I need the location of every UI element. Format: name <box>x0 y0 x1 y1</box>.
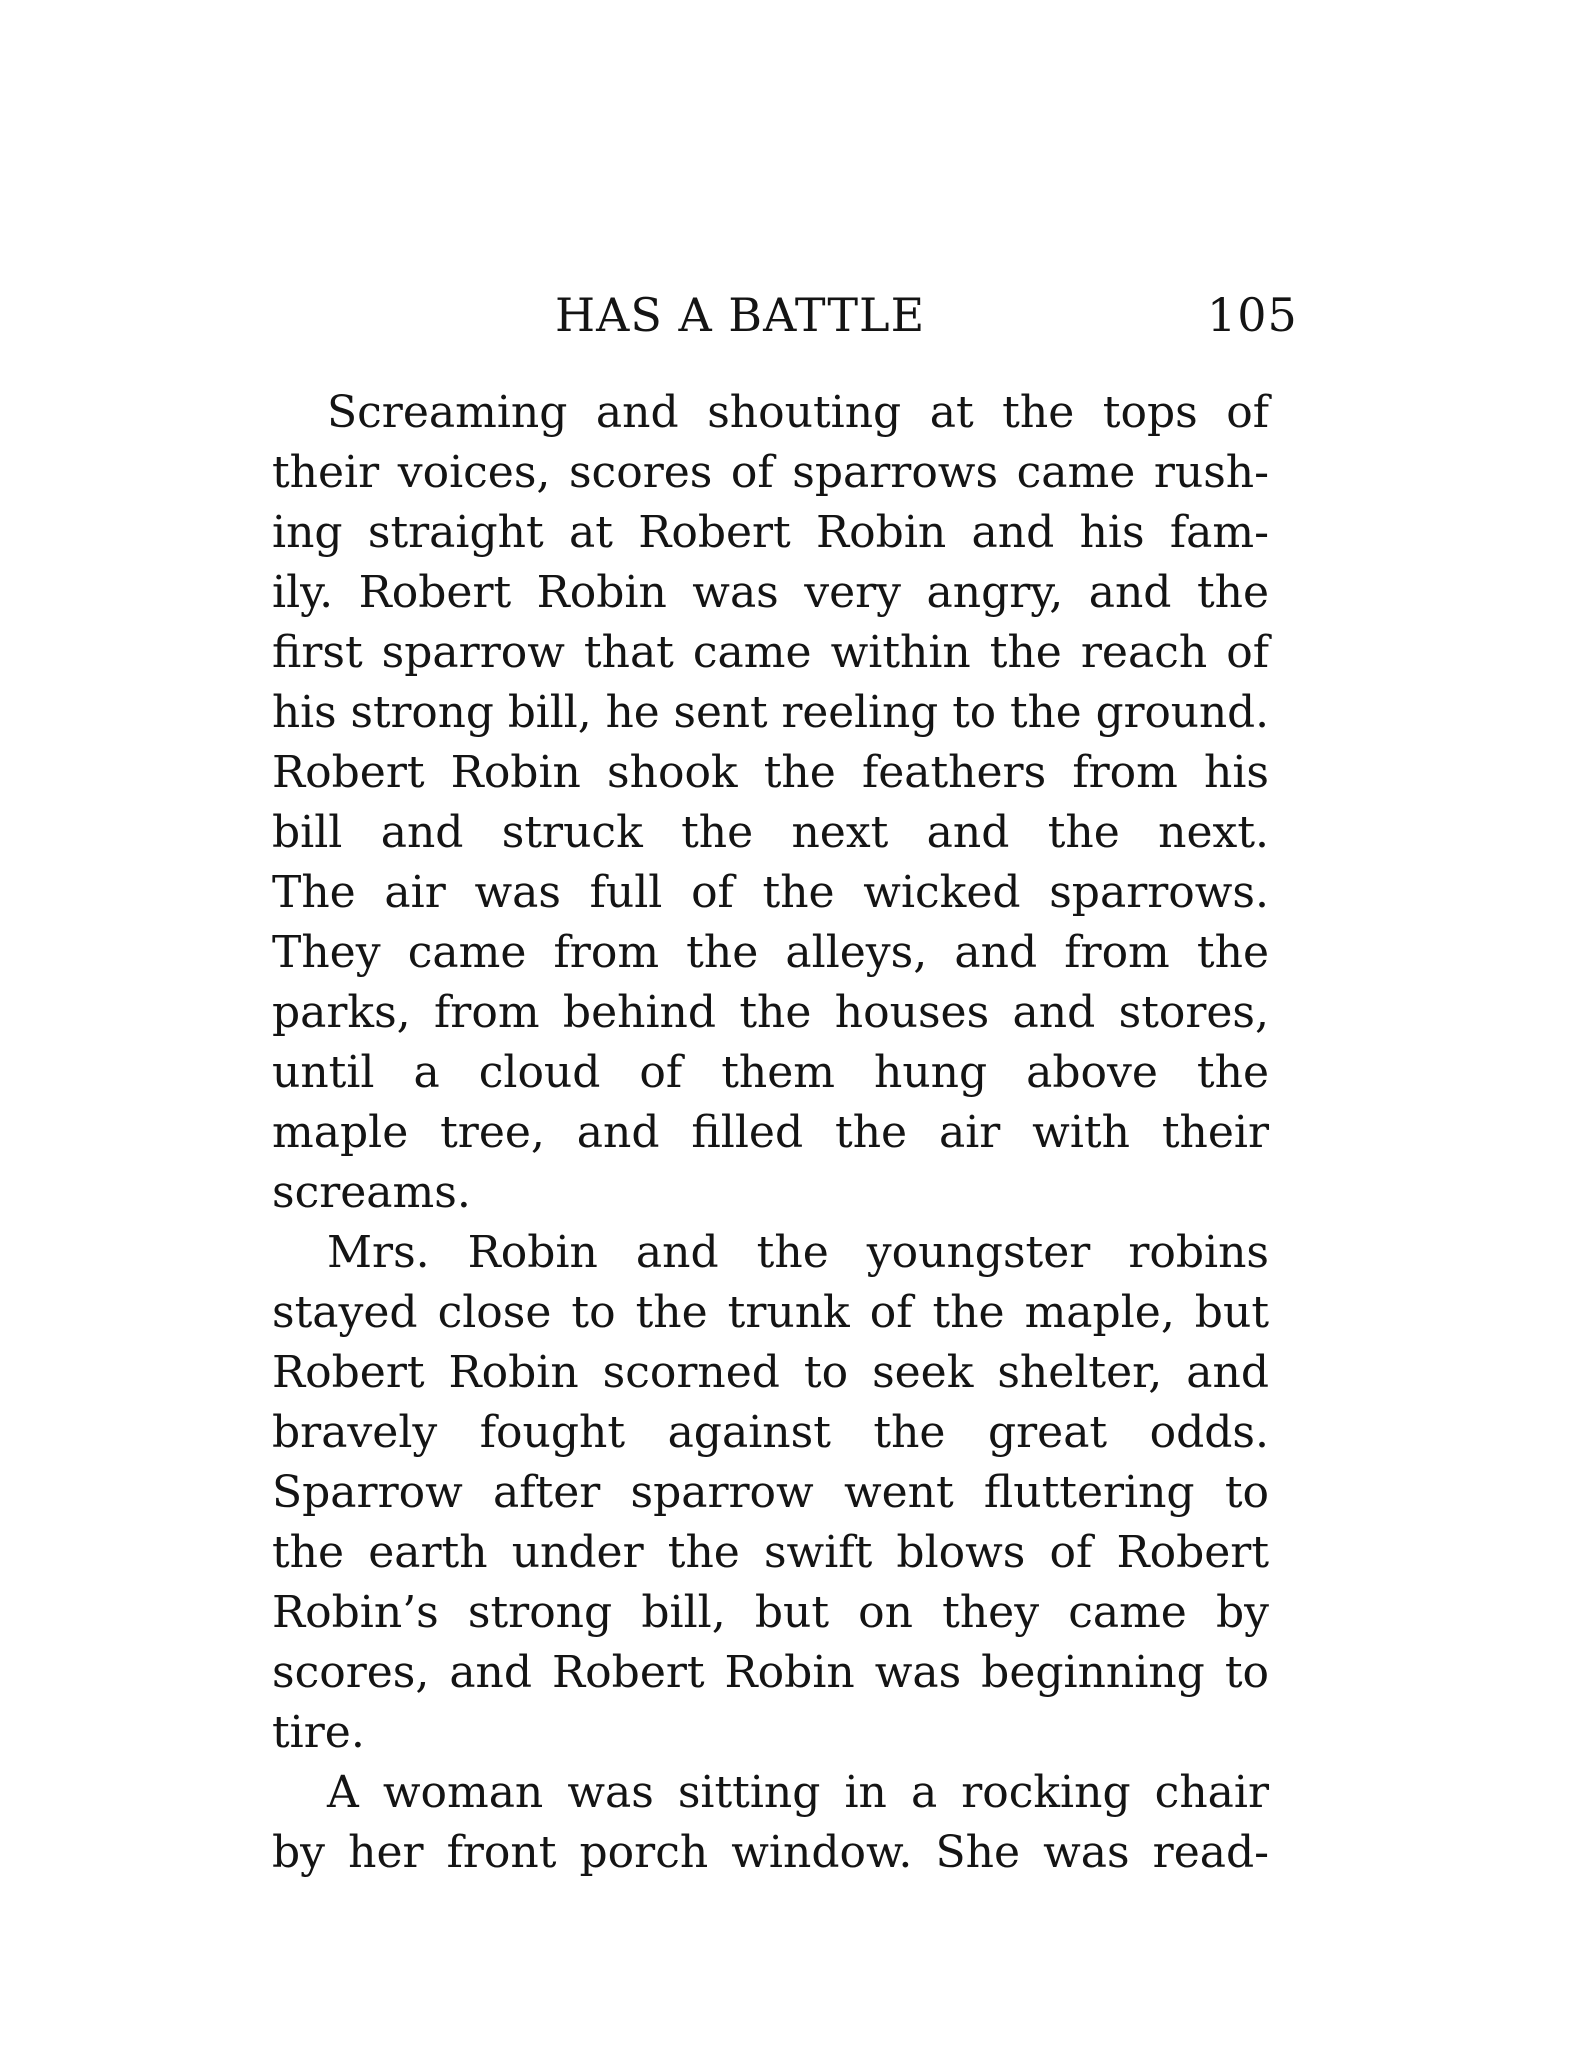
text-line: Mrs. Robin and the youngster robins <box>327 1227 1269 1278</box>
text-line: his strong bill, he sent reeling to the ground. <box>272 687 1269 738</box>
text-line: parks, from behind the houses and stores, <box>272 987 1269 1038</box>
paragraph-1 <box>272 383 1269 1223</box>
text-line: stayed close to the trunk of the maple, but <box>272 1287 1269 1338</box>
text-line: their voices, scores of sparrows came rush- <box>272 447 1269 498</box>
text-line: screams. <box>272 1167 471 1218</box>
text-line: Robert Robin shook the feathers from his <box>272 747 1269 798</box>
text-line: the earth under the swift blows of Robert <box>272 1527 1269 1578</box>
text-line: Screaming and shouting at the tops of <box>327 387 1269 438</box>
body-text <box>272 383 1269 1883</box>
paragraph-2 <box>272 1223 1269 1763</box>
text-line: bravely fought against the great odds. <box>272 1407 1269 1458</box>
text-line: maple tree, and filled the air with their <box>272 1107 1269 1158</box>
text-line: first sparrow that came within the reach of <box>272 627 1269 678</box>
page-number: 105 <box>1207 288 1298 342</box>
paragraph-3 <box>272 1763 1269 1883</box>
text-line: until a cloud of them hung above the <box>272 1047 1269 1098</box>
text-line: ily. Robert Robin was very angry, and the <box>272 567 1269 618</box>
text-line: Sparrow after sparrow went fluttering to <box>272 1467 1269 1518</box>
text-line: by her front porch window. She was read- <box>272 1827 1269 1878</box>
text-line: The air was full of the wicked sparrows. <box>272 867 1269 918</box>
text-line: ing straight at Robert Robin and his fam- <box>272 507 1269 558</box>
text-line: Robert Robin scorned to seek shelter, and <box>272 1347 1269 1398</box>
chapter-running-title: HAS A BATTLE <box>555 288 926 342</box>
text-line: bill and struck the next and the next. <box>272 807 1269 858</box>
running-header <box>0 285 1569 345</box>
text-line: tire. <box>272 1707 365 1758</box>
text-line: Robin’s strong bill, but on they came by <box>272 1587 1269 1638</box>
text-line: scores, and Robert Robin was beginning to <box>272 1647 1269 1698</box>
text-line: They came from the alleys, and from the <box>272 927 1269 978</box>
text-line: A woman was sitting in a rocking chair <box>327 1767 1269 1818</box>
